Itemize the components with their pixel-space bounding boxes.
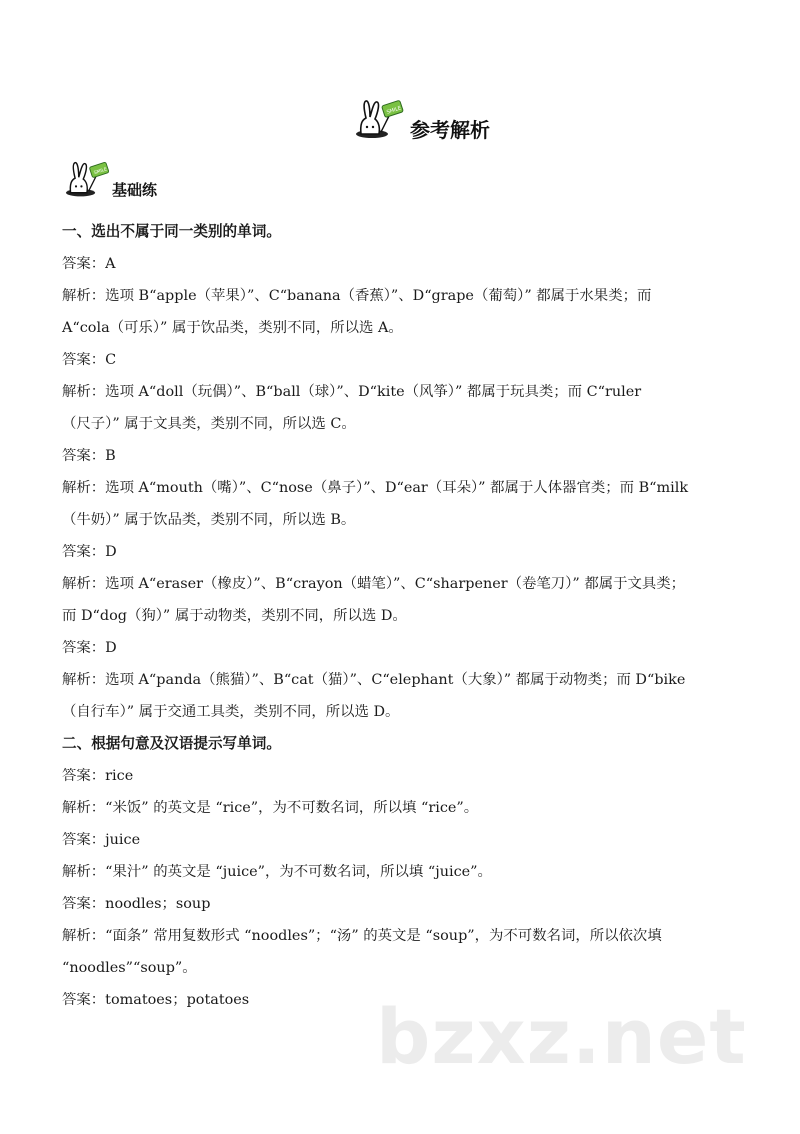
analysis-line: 解析：选项 A“mouth（嘴）”、C“nose（鼻子）”、D“ear（耳朵）” 都属于人体器官类；而 B“milk: [62, 480, 689, 496]
part-heading: 一、选出不属于同一类别的单词。: [62, 223, 281, 240]
analysis-line: （尺子）” 属于文具类，类别不同，所以选 C。: [62, 416, 356, 432]
analysis-line: （自行车）” 属于交通工具类，类别不同，所以选 D。: [62, 704, 400, 720]
analysis-line: 解析：选项 B“apple（苹果）”、C“banana（香蕉）”、D“grape（葡萄）” 都属于水果类；而: [62, 288, 652, 304]
analysis-line: 解析：“面条” 常用复数形式 “noodles”；“汤” 的英文是 “soup”，为不可数名词，所以依次填: [62, 928, 662, 944]
page-title: [352, 96, 490, 143]
analysis-line: 解析：选项 A“eraser（橡皮）”、B“crayon（蜡笔）”、C“sharpener（卷笔刀）” 都属于文具类；: [62, 576, 686, 592]
part-heading: 二、根据句意及汉语提示写单词。: [62, 735, 281, 752]
answer-line: 答案：D: [62, 640, 117, 656]
section-label: 基础练: [112, 181, 158, 199]
answer-line: 答案：B: [62, 448, 116, 464]
analysis-line: “noodles”“soup”。: [62, 960, 197, 976]
analysis-line: 而 D“dog（狗）” 属于动物类，类别不同，所以选 D。: [62, 608, 407, 624]
analysis-line: 解析：选项 A“doll（玩偶）”、B“ball（球）”、D“kite（风筝）” 都属于玩具类；而 C“ruler: [62, 384, 642, 400]
answer-line: 答案：tomatoes；potatoes: [62, 992, 250, 1008]
section-header: [62, 160, 157, 200]
analysis-line: 解析：“米饭” 的英文是 “rice”，为不可数名词，所以填 “rice”。: [62, 800, 479, 816]
svg-text:SMILE: SMILE: [385, 104, 403, 116]
rabbit-mascot-icon: [62, 160, 110, 200]
answer-line: 答案：rice: [62, 768, 134, 784]
answer-line: 答案：juice: [62, 832, 141, 848]
answer-line: 答案：D: [62, 544, 117, 560]
rabbit-mascot-icon: [352, 98, 404, 142]
analysis-line: （牛奶）” 属于饮品类，类别不同，所以选 B。: [62, 512, 356, 528]
analysis-line: 解析：选项 A“panda（熊猫）”、B“cat（猫）”、C“elephant（大象）” 都属于动物类；而 D“bike: [62, 672, 686, 688]
answer-content: [62, 216, 734, 1016]
answer-line: 答案：C: [62, 352, 117, 368]
svg-text:SMILE: SMILE: [93, 167, 108, 177]
answer-line: 答案：A: [62, 256, 116, 272]
analysis-line: A“cola（可乐）” 属于饮品类，类别不同，所以选 A。: [62, 320, 403, 336]
title-text: 参考解析: [410, 118, 490, 142]
analysis-line: 解析：“果汁” 的英文是 “juice”，为不可数名词，所以填 “juice”。: [62, 864, 492, 880]
answer-line: 答案：noodles；soup: [62, 896, 211, 912]
watermark: bzxz.net: [376, 992, 747, 1081]
